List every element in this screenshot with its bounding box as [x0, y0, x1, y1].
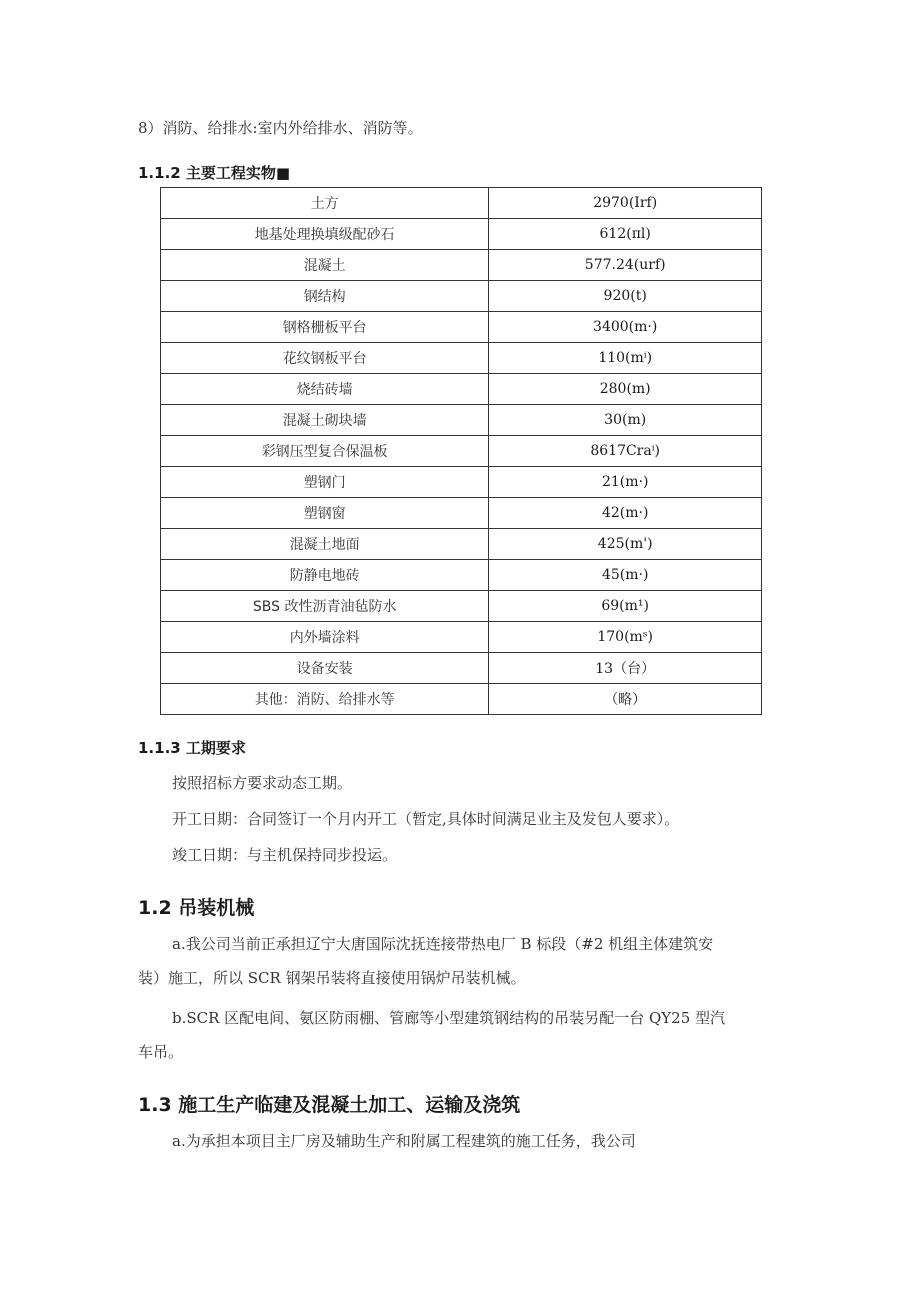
- work-item-name: 其他：消防、给排水等: [161, 684, 489, 715]
- schedule-line-2: 开工日期：合同签订一个月内开工（暂定,具体时间满足业主及发包人要求）。: [172, 810, 680, 828]
- work-item-quantity: （略）: [489, 684, 762, 715]
- work-item-quantity: 21(m·): [489, 467, 762, 498]
- section-heading-1-3: 1.3 施工生产临建及混凝土加工、运输及浇筑: [138, 1094, 521, 1116]
- work-item-quantity: 45(m·): [489, 560, 762, 591]
- section-heading-1-2: 1.2 吊装机械: [138, 897, 255, 919]
- work-item-name: 钢格栅板平台: [161, 312, 489, 343]
- table-row: [161, 498, 762, 529]
- table-row: [161, 436, 762, 467]
- work-item-quantity: 42(m·): [489, 498, 762, 529]
- work-item-quantity: 577.24(urf): [489, 250, 762, 281]
- table-row: [161, 374, 762, 405]
- table-row: [161, 529, 762, 560]
- works-table: [160, 187, 762, 715]
- lifting-line-4: 车吊。: [138, 1043, 184, 1061]
- schedule-line-3: 竣工日期：与主机保持同步投运。: [172, 846, 398, 864]
- work-item-quantity: 110(mⁱ): [489, 343, 762, 374]
- construction-line-1: a.为承担本项目主厂房及辅助生产和附属工程建筑的施工任务，我公司: [172, 1132, 636, 1150]
- table-row: [161, 622, 762, 653]
- work-item-quantity: 612(πl): [489, 219, 762, 250]
- table-row: [161, 684, 762, 715]
- work-item-name: 土方: [161, 188, 489, 219]
- table-row: [161, 405, 762, 436]
- work-item-quantity: 8617Craⁱ): [489, 436, 762, 467]
- work-item-name: 塑钢窗: [161, 498, 489, 529]
- table-row: [161, 250, 762, 281]
- work-item-quantity: 425(m'): [489, 529, 762, 560]
- schedule-line-1: 按照招标方要求动态工期。: [172, 774, 353, 792]
- work-item-quantity: 920(t): [489, 281, 762, 312]
- table-row: [161, 219, 762, 250]
- lifting-line-1: a.我公司当前正承担辽宁大唐国际沈抚连接带热电厂 B 标段（#2 机组主体建筑安: [172, 935, 714, 953]
- work-item-quantity: 280(m): [489, 374, 762, 405]
- work-item-name: 内外墙涂料: [161, 622, 489, 653]
- work-item-name: 混凝土: [161, 250, 489, 281]
- table-row: [161, 281, 762, 312]
- work-item-quantity: 170(mˢ): [489, 622, 762, 653]
- work-item-quantity: 3400(m·): [489, 312, 762, 343]
- lifting-line-3: b.SCR 区配电间、氨区防雨棚、管廊等小型建筑钢结构的吊装另配一台 QY25 型汽: [172, 1009, 726, 1027]
- work-item-name: 花纹钢板平台: [161, 343, 489, 374]
- work-item-name: 混凝土地面: [161, 529, 489, 560]
- work-item-name: 混凝土砌块墙: [161, 405, 489, 436]
- work-item-quantity: 13（台）: [489, 653, 762, 684]
- work-item-name: 钢结构: [161, 281, 489, 312]
- table-row: [161, 188, 762, 219]
- work-item-name: 防静电地砖: [161, 560, 489, 591]
- lifting-line-2: 装）施工，所以 SCR 钢架吊装将直接使用锅炉吊装机械。: [138, 969, 526, 987]
- work-item-name: 地基处理换填级配砂石: [161, 219, 489, 250]
- work-item-name: 彩钢压型复合保温板: [161, 436, 489, 467]
- table-row: [161, 560, 762, 591]
- work-item-name: 烧结砖墙: [161, 374, 489, 405]
- work-item-name: 设备安装: [161, 653, 489, 684]
- table-row: [161, 591, 762, 622]
- section-heading-1-1-2: 1.1.2 主要工程实物■: [138, 164, 291, 182]
- intro-line: 8）消防、给排水:室内外给排水、消防等。: [138, 119, 423, 137]
- work-item-name: SBS 改性沥青油毡防水: [161, 591, 489, 622]
- work-item-quantity: 2970(Irf): [489, 188, 762, 219]
- section-heading-1-1-3: 1.1.3 工期要求: [138, 739, 246, 757]
- table-row: [161, 467, 762, 498]
- work-item-quantity: 30(m): [489, 405, 762, 436]
- work-item-quantity: 69(m¹): [489, 591, 762, 622]
- table-row: [161, 343, 762, 374]
- work-item-name: 塑钢门: [161, 467, 489, 498]
- table-row: [161, 653, 762, 684]
- table-row: [161, 312, 762, 343]
